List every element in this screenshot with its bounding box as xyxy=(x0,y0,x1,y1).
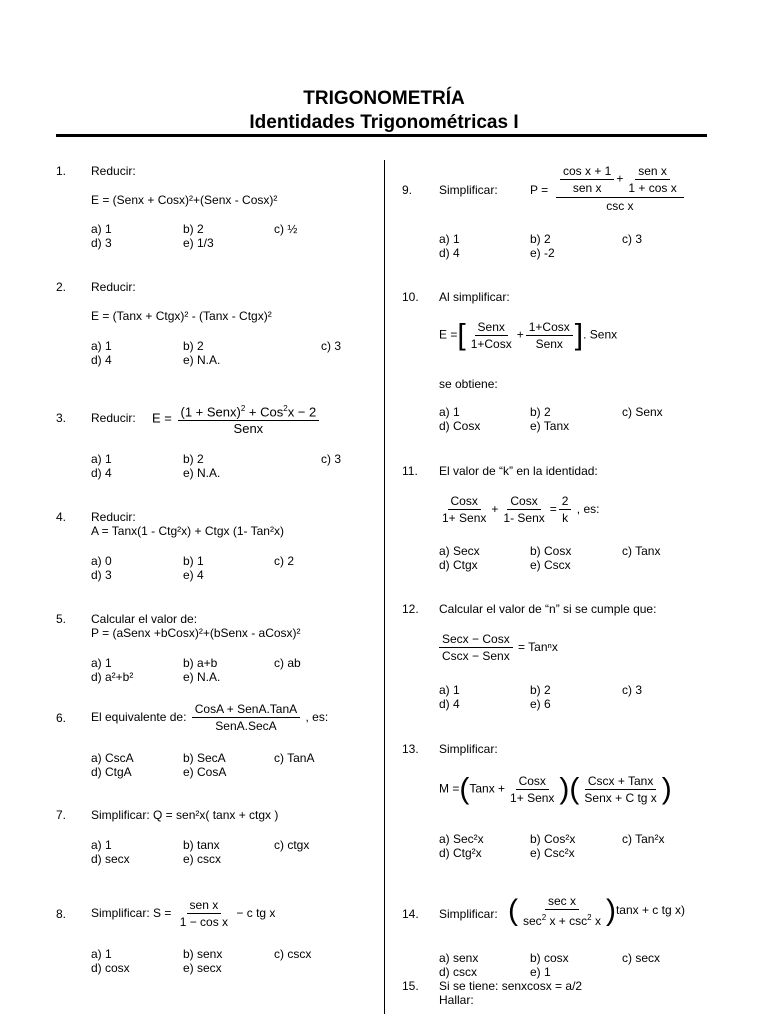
fraction xyxy=(177,898,231,929)
option-b: b) 2 xyxy=(530,683,551,697)
problem-number: 4. xyxy=(56,510,67,524)
fraction-denominator: Senx + C tg x xyxy=(584,791,657,805)
left-paren: ( xyxy=(508,894,518,927)
fraction-denominator: 1+ Senx xyxy=(442,511,487,526)
problem-text: Simplificar: xyxy=(439,183,498,197)
right-bracket: ] xyxy=(574,318,584,352)
equation xyxy=(439,774,672,805)
option-b: b) a+b xyxy=(183,656,218,670)
fraction xyxy=(178,402,320,436)
fraction-denominator: Senx xyxy=(233,421,264,437)
option-c: c) Tan²x xyxy=(622,832,665,846)
option-c: c) 3 xyxy=(321,339,342,353)
option-a: a) senx xyxy=(439,951,479,965)
option-d: d) cscx xyxy=(439,965,478,979)
option-d: d) CtgA xyxy=(91,765,132,779)
fraction-numerator: 1+Cosx xyxy=(526,320,573,336)
plus-sign: + xyxy=(516,327,524,342)
fraction-numerator: Secx − Cosx xyxy=(439,632,513,648)
option-a: a) 1 xyxy=(91,947,112,961)
fraction xyxy=(526,320,573,351)
option-c: c) ab xyxy=(274,656,301,670)
equation: ( $\frac{\text{sec x}}{\sec^2 x + \csc^2 x}$ )tanx + c tg x) xyxy=(508,894,685,928)
option-e: e) N.A. xyxy=(183,466,221,480)
option-d: d) Cosx xyxy=(439,419,481,433)
option-c: c) cscx xyxy=(274,947,312,961)
fraction xyxy=(507,774,557,805)
option-d: d) 4 xyxy=(439,246,460,260)
problem-text: Reducir: xyxy=(91,280,136,294)
fraction-numerator: cos x + 1 xyxy=(560,164,614,180)
fraction-numerator: 2 xyxy=(559,494,572,510)
fraction xyxy=(439,494,489,525)
option-e: e) CosA xyxy=(183,765,227,779)
equation-tail: . Senx xyxy=(583,327,618,342)
option-d: d) 4 xyxy=(91,466,112,480)
fraction-numerator: Cosx xyxy=(516,774,549,790)
problem-number: 10. xyxy=(402,290,419,304)
fraction-denominator: k xyxy=(562,511,569,526)
option-b: b) 2 xyxy=(183,452,204,466)
problem-number: 13. xyxy=(402,742,419,756)
fraction-numerator: Cosx xyxy=(448,494,481,510)
problem-number: 15. xyxy=(402,979,419,993)
option-d: d) 4 xyxy=(439,697,460,711)
equation xyxy=(439,320,617,351)
page-subtitle: Identidades Trigonométricas I xyxy=(249,112,519,133)
option-e: e) 6 xyxy=(530,697,551,711)
problem-tail: , es: xyxy=(305,710,329,724)
equation-tail: tanx + c tg x xyxy=(615,903,681,918)
fraction xyxy=(625,164,679,195)
problem-text: Simplificar: Q = sen²x( tanx + ctgx ) xyxy=(91,808,279,822)
fraction xyxy=(192,702,300,733)
denominator-part: sec xyxy=(523,914,542,928)
option-e: e) N.A. xyxy=(183,670,221,684)
option-e: e) Cscx xyxy=(530,558,571,572)
problem-number: 8. xyxy=(56,907,67,921)
problem-text: Al simplificar: xyxy=(439,290,510,304)
option-b: b) senx xyxy=(183,947,223,961)
fraction-numerator xyxy=(556,164,684,198)
equation xyxy=(152,402,321,436)
fraction xyxy=(556,164,684,213)
title-rule xyxy=(56,134,707,137)
problem-text: Reducir: xyxy=(91,411,136,425)
left-paren: ( xyxy=(459,772,470,806)
fraction-denominator: 1- Senx xyxy=(503,511,545,526)
right-paren: ) xyxy=(661,772,672,806)
option-b: b) Cosx xyxy=(530,544,572,558)
option-d: d) Ctgx xyxy=(439,558,478,572)
plus-sign: + xyxy=(616,171,624,186)
problem-text: Calcular el valor de: xyxy=(91,612,198,626)
option-c: c) Senx xyxy=(622,405,663,419)
problem-number: 1. xyxy=(56,164,67,178)
option-e: e) secx xyxy=(183,961,222,975)
fraction xyxy=(520,894,604,928)
equation xyxy=(437,494,599,525)
option-a: a) 0 xyxy=(91,554,112,568)
problem-text: Reducir: xyxy=(91,510,136,524)
option-a: a) 1 xyxy=(91,656,112,670)
left-paren: ( xyxy=(569,772,580,806)
option-b: b) tanx xyxy=(183,838,220,852)
right-paren: ) xyxy=(559,772,570,806)
equation xyxy=(437,632,558,663)
exponent: 2 xyxy=(240,404,246,413)
problem-number: 14. xyxy=(402,907,419,921)
exponent: 2 xyxy=(283,404,288,413)
fraction xyxy=(468,320,515,351)
left-bracket: [ xyxy=(457,318,466,352)
equation-rhs: = Tanⁿx xyxy=(518,640,558,654)
denominator-part: x xyxy=(591,914,601,928)
problem-number: 2. xyxy=(56,280,67,294)
problem-expression: E = (Senx + Cosx)²+(Senx - Cosx)² xyxy=(91,193,278,207)
fraction xyxy=(560,164,614,195)
fraction-numerator: sen x xyxy=(187,898,222,914)
option-a: a) 1 xyxy=(439,683,460,697)
option-b: b) 2 xyxy=(530,405,551,419)
fraction-denominator: 1+ Senx xyxy=(510,791,555,805)
option-e: e) N.A. xyxy=(183,353,221,367)
problem-text-2: Hallar: xyxy=(439,993,474,1007)
equation-term: Tanx + xyxy=(469,781,506,796)
option-e: e) Csc²x xyxy=(530,846,575,860)
option-b: b) 2 xyxy=(183,339,204,353)
problem-number: 6. xyxy=(56,711,67,725)
problem-number: 5. xyxy=(56,612,67,626)
option-d: d) 3 xyxy=(91,568,112,582)
plus-sign: + xyxy=(491,502,499,516)
problem-text: Si se tiene: senxcosx = a/2 xyxy=(439,979,583,993)
problem-text: Simplificar: xyxy=(439,742,498,756)
fraction-numerator xyxy=(178,402,320,421)
fraction xyxy=(500,494,547,525)
option-c: c) Tanx xyxy=(622,544,661,558)
fraction xyxy=(581,774,659,805)
option-e: e) 1 xyxy=(530,965,551,979)
option-e: e) 1/3 xyxy=(183,236,214,250)
option-e: e) -2 xyxy=(530,246,555,260)
option-d: d) 3 xyxy=(91,236,112,250)
exponent: 2 xyxy=(587,913,592,922)
page-title: TRIGONOMETRÍA xyxy=(303,88,465,109)
equation-lhs: E = xyxy=(152,410,172,426)
fraction xyxy=(439,632,513,663)
fraction-numerator: sec x xyxy=(545,894,579,910)
option-a: a) 1 xyxy=(91,222,112,236)
option-b: b) 2 xyxy=(183,222,204,236)
problem-text: Reducir: xyxy=(91,164,136,178)
option-a: a) 1 xyxy=(91,452,112,466)
problem-text: Calcular el valor de “n” si se cumple que: xyxy=(439,602,657,616)
option-a: a) 1 xyxy=(439,405,460,419)
option-b: b) SecA xyxy=(183,751,226,765)
fraction-numerator: sen x xyxy=(635,164,670,180)
equation xyxy=(91,898,275,929)
problem-text: Simplificar: S = xyxy=(91,906,172,920)
option-c: c) 3 xyxy=(622,683,643,697)
fraction-denominator: 1 − cos x xyxy=(179,915,229,930)
fraction-denominator xyxy=(520,910,604,928)
problem-expression: A = Tanx(1 - Ctg²x) + Ctgx (1- Tan²x) xyxy=(91,524,284,538)
option-a: a) Sec²x xyxy=(439,832,484,846)
problem-text: Simplificar: xyxy=(439,907,498,921)
option-b: b) 1 xyxy=(183,554,204,568)
option-c: c) 2 xyxy=(274,554,295,568)
exponent: 2 xyxy=(541,913,547,922)
numerator-part: x − 2 xyxy=(287,404,317,420)
equation-lhs: P = xyxy=(530,183,549,197)
fraction-denominator: 1+Cosx xyxy=(470,337,512,351)
fraction-denominator: csc x xyxy=(606,199,634,213)
problem-number: 7. xyxy=(56,808,67,822)
option-c: c) TanA xyxy=(274,751,315,765)
option-d: d) 4 xyxy=(91,353,112,367)
right-paren: ) xyxy=(605,894,616,927)
problem-number: 11. xyxy=(402,464,418,478)
column-divider xyxy=(384,160,385,1014)
option-b: b) 2 xyxy=(530,232,551,246)
option-c: c) 3 xyxy=(622,232,643,246)
problem-number: 12. xyxy=(402,602,419,616)
numerator-part: (1 + Senx) xyxy=(180,404,241,420)
fraction-denominator: SenA.SecA xyxy=(215,719,277,734)
option-c: c) 3 xyxy=(321,452,342,466)
equation-lhs: M = xyxy=(439,781,460,796)
problem-text: El valor de “k” en la identidad: xyxy=(439,464,598,478)
denominator-part: x + csc xyxy=(546,914,588,928)
option-e: e) cscx xyxy=(183,852,222,866)
fraction xyxy=(559,494,572,525)
problem-expression: E = (Tanx + Ctgx)² - (Tanx - Ctgx)² xyxy=(91,309,272,323)
equals-sign: = xyxy=(549,502,557,516)
fraction-numerator: CosA + SenA.TanA xyxy=(192,702,300,718)
equation-lhs: E = xyxy=(439,327,458,342)
fraction-numerator: Cosx xyxy=(507,494,540,510)
option-c: c) secx xyxy=(622,951,661,965)
option-c: c) ½ xyxy=(274,222,298,236)
option-a: a) CscA xyxy=(91,751,134,765)
problem-text-after: se obtiene: xyxy=(439,377,498,391)
equation xyxy=(91,702,328,733)
fraction-denominator: 1 + cos x xyxy=(628,181,677,195)
fraction-denominator: sen x xyxy=(572,181,602,195)
numerator-part: + Cos xyxy=(245,404,284,420)
option-a: a) 1 xyxy=(91,838,112,852)
compound-fraction xyxy=(556,164,684,213)
option-d: d) Ctg²x xyxy=(439,846,482,860)
option-a: a) Secx xyxy=(439,544,480,558)
problem-tail: − c tg x xyxy=(236,906,276,920)
option-e: e) 4 xyxy=(183,568,204,582)
option-c: c) ctgx xyxy=(274,838,310,852)
problem-expression: P = (aSenx +bCosx)²+(bSenx - aCosx)² xyxy=(91,626,301,640)
problem-number: 9. xyxy=(402,183,413,197)
option-a: a) 1 xyxy=(439,232,460,246)
fraction-denominator: Cscx − Senx xyxy=(442,649,510,664)
option-b: b) Cos²x xyxy=(530,832,576,846)
option-d: d) a²+b² xyxy=(91,670,134,684)
option-d: d) cosx xyxy=(91,961,130,975)
fraction-denominator: Senx xyxy=(535,337,563,351)
option-a: a) 1 xyxy=(91,339,112,353)
option-b: b) cosx xyxy=(530,951,569,965)
problem-number: 3. xyxy=(56,411,67,425)
fraction-numerator: Senx xyxy=(475,320,508,336)
problem-tail: , es: xyxy=(576,502,600,516)
option-d: d) secx xyxy=(91,852,130,866)
option-e: e) Tanx xyxy=(530,419,570,433)
fraction-numerator: Cscx + Tanx xyxy=(585,774,656,790)
problem-text: El equivalente de: xyxy=(91,710,187,724)
